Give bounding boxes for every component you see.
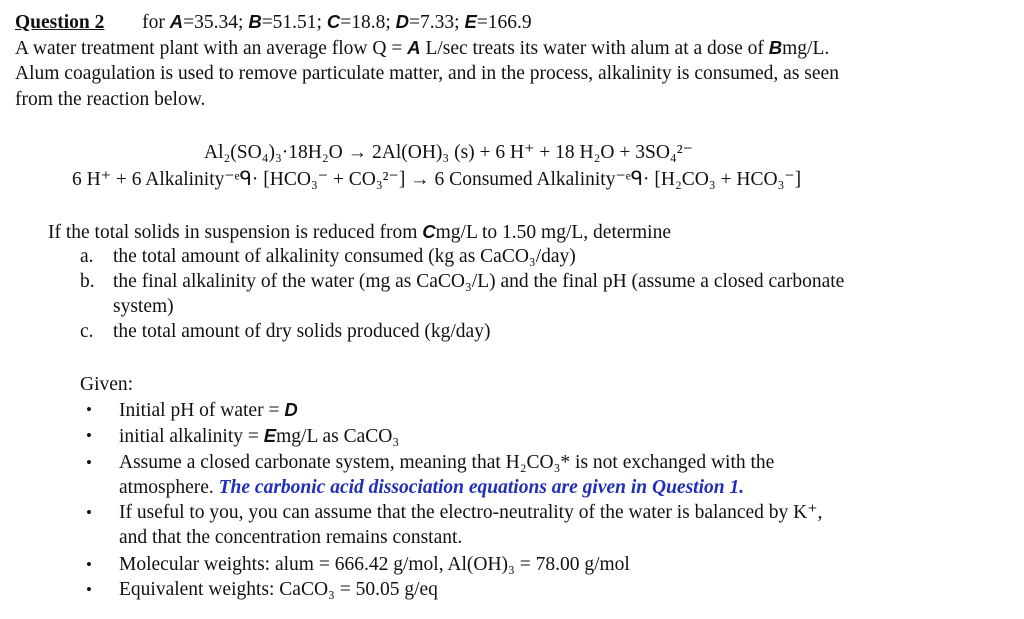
item-text-c: the total amount of dry solids produced (kg/day) bbox=[113, 321, 491, 342]
question-header bbox=[15, 9, 532, 35]
given-text: mg/L as CaCO₃ bbox=[276, 426, 400, 447]
given-item-electroneutrality-cont: and that the concentration remains constant. bbox=[119, 527, 463, 548]
given-item-equivalent-weights: Equivalent weights: CaCO₃ = 50.05 g/eq bbox=[119, 579, 438, 600]
var-e-value: =166.9 bbox=[476, 12, 532, 33]
problem-text: If the total solids in suspension is reduced from bbox=[48, 222, 423, 243]
given-item-molecular-weights: Molecular weights: alum = 666.42 g/mol, Al(OH)₃ = 78.00 g/mol bbox=[119, 554, 630, 575]
reaction-equation-2: 6 H⁺ + 6 Alkalinity⁻ᵉᑫ· [HCO₃⁻ + CO₃²⁻] → 6 Consumed Alkalinity⁻ᵉᑫ· [H₂CO₃ + HCO₃⁻] bbox=[72, 169, 802, 190]
intro-text: mg/L. bbox=[782, 38, 830, 59]
item-label-a: a. bbox=[80, 246, 94, 267]
problem-intro bbox=[48, 219, 671, 245]
reference-note: The carbonic acid dissociation equations are given in Question 1. bbox=[218, 477, 745, 498]
var-b-name: B bbox=[248, 11, 262, 32]
item-label-b: b. bbox=[80, 271, 95, 292]
given-item-closed-system: Assume a closed carbonate system, meaning that H₂CO₃* is not exchanged with the bbox=[119, 452, 775, 473]
var-c-value: =18.8; bbox=[340, 12, 396, 33]
given-text: Initial pH of water = bbox=[119, 400, 285, 421]
var-e-name: E bbox=[464, 11, 477, 32]
question-title: Question 2 bbox=[15, 12, 105, 33]
given-item-ph bbox=[119, 397, 298, 423]
var-a-name: A bbox=[169, 11, 184, 32]
bullet-icon: • bbox=[86, 555, 92, 574]
var-a-value: =35.34; bbox=[183, 12, 249, 33]
intro-line-2: Alum coagulation is used to remove particulate matter, and in the process, alkalinity is consumed, as seen bbox=[15, 63, 839, 84]
bullet-icon: • bbox=[86, 400, 92, 419]
var-c: C bbox=[422, 221, 436, 242]
var-e: E bbox=[263, 425, 277, 446]
given-text: initial alkalinity = bbox=[119, 426, 264, 447]
intro-text: L/sec treats its water with alum at a dose of bbox=[420, 38, 769, 59]
intro-line-1 bbox=[15, 35, 829, 61]
given-item-alkalinity bbox=[119, 423, 399, 449]
variable-list bbox=[170, 12, 532, 33]
item-label-c: c. bbox=[80, 321, 94, 342]
var-c-name: C bbox=[326, 11, 341, 32]
item-text-b-cont: system) bbox=[113, 296, 174, 317]
var-d-name: D bbox=[395, 11, 410, 32]
var-b-value: =51.51; bbox=[261, 12, 327, 33]
bullet-icon: • bbox=[86, 426, 92, 445]
reaction-equation-1: Al₂(SO₄)₃·18H₂O → 2Al(OH)₃ (s) + 6 H⁺ + 18 H₂O + 3SO₄²⁻ bbox=[204, 142, 693, 163]
bullet-icon: • bbox=[86, 580, 92, 599]
item-text-b: the final alkalinity of the water (mg as CaCO₃/L) and the final pH (assume a closed carbonate bbox=[113, 271, 845, 292]
problem-text: mg/L to 1.50 mg/L, determine bbox=[435, 222, 672, 243]
var-a: A bbox=[407, 37, 421, 58]
intro-line-3: from the reaction below. bbox=[15, 89, 206, 110]
bullet-icon: • bbox=[86, 503, 92, 522]
for-text: for bbox=[142, 12, 165, 33]
intro-text: A water treatment plant with an average flow Q = bbox=[15, 38, 408, 59]
given-heading: Given: bbox=[80, 374, 134, 395]
var-d-value: =7.33; bbox=[409, 12, 465, 33]
var-d: D bbox=[284, 399, 298, 420]
var-b: B bbox=[768, 37, 783, 58]
bullet-icon: • bbox=[86, 453, 92, 472]
given-text: atmosphere. bbox=[119, 477, 219, 498]
given-item-closed-system-cont bbox=[119, 475, 744, 500]
given-item-electroneutrality: If useful to you, you can assume that the electro-neutrality of the water is balanced by K⁺, bbox=[119, 502, 823, 523]
item-text-a: the total amount of alkalinity consumed (kg as CaCO₃/day) bbox=[113, 246, 576, 267]
